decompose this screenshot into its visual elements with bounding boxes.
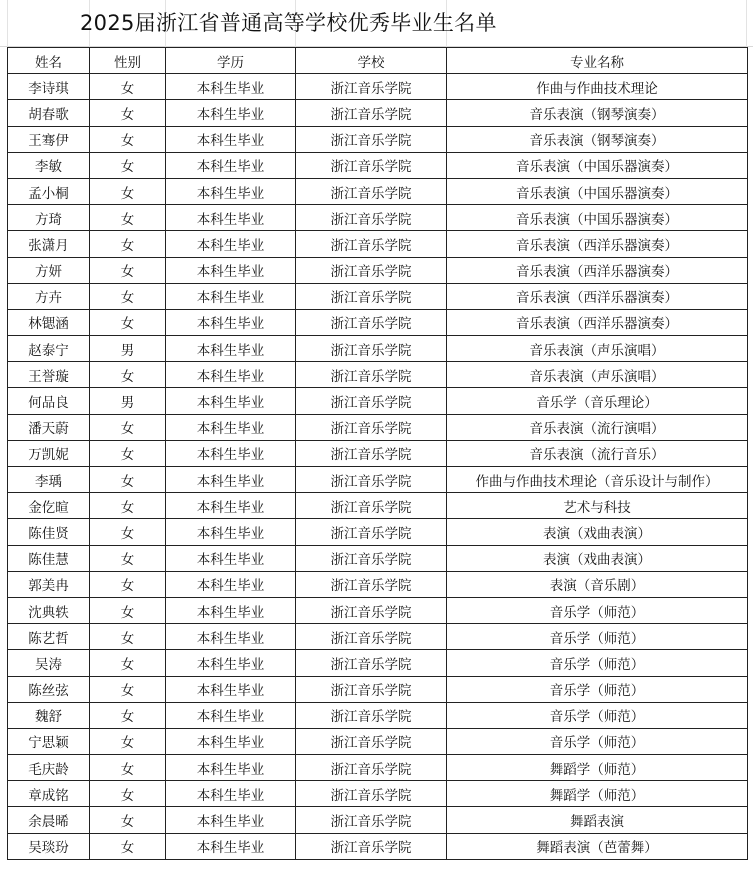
name-cell: 吴涛 xyxy=(8,650,90,676)
degree-cell: 本科生毕业 xyxy=(166,388,296,414)
major-cell: 音乐学（音乐理论） xyxy=(447,388,748,414)
school-cell: 浙江音乐学院 xyxy=(296,702,447,728)
name-cell: 吴琰玢 xyxy=(8,833,90,859)
table-row xyxy=(8,414,748,440)
major-cell: 音乐表演（西洋乐器演奏） xyxy=(447,257,748,283)
table-row xyxy=(8,807,748,833)
degree-cell: 本科生毕业 xyxy=(166,126,296,152)
degree-cell: 本科生毕业 xyxy=(166,624,296,650)
name-cell: 王誉璇 xyxy=(8,362,90,388)
table-body xyxy=(8,74,748,860)
major-cell: 音乐学（师范） xyxy=(447,702,748,728)
degree-cell: 本科生毕业 xyxy=(166,414,296,440)
table-row xyxy=(8,231,748,257)
major-cell: 音乐表演（中国乐器演奏） xyxy=(447,152,748,178)
gender-cell: 女 xyxy=(90,362,166,388)
gender-cell: 女 xyxy=(90,100,166,126)
school-cell: 浙江音乐学院 xyxy=(296,519,447,545)
table-row xyxy=(8,755,748,781)
major-cell: 表演（戏曲表演） xyxy=(447,519,748,545)
table-row xyxy=(8,440,748,466)
degree-cell: 本科生毕业 xyxy=(166,676,296,702)
name-cell: 李诗琪 xyxy=(8,74,90,100)
major-cell: 舞蹈学（师范） xyxy=(447,781,748,807)
school-cell: 浙江音乐学院 xyxy=(296,178,447,204)
school-cell: 浙江音乐学院 xyxy=(296,467,447,493)
school-cell: 浙江音乐学院 xyxy=(296,100,447,126)
table-row xyxy=(8,126,748,152)
name-cell: 方妍 xyxy=(8,257,90,283)
degree-cell: 本科生毕业 xyxy=(166,74,296,100)
gender-cell: 女 xyxy=(90,178,166,204)
gender-cell: 女 xyxy=(90,152,166,178)
degree-cell: 本科生毕业 xyxy=(166,231,296,257)
grid-line xyxy=(746,0,747,47)
name-cell: 陈艺哲 xyxy=(8,624,90,650)
gender-cell: 女 xyxy=(90,624,166,650)
school-cell: 浙江音乐学院 xyxy=(296,283,447,309)
major-cell: 音乐学（师范） xyxy=(447,676,748,702)
table-row xyxy=(8,74,748,100)
degree-cell: 本科生毕业 xyxy=(166,833,296,859)
school-cell: 浙江音乐学院 xyxy=(296,571,447,597)
name-cell: 张潇月 xyxy=(8,231,90,257)
name-cell: 郭美冉 xyxy=(8,571,90,597)
name-cell: 魏舒 xyxy=(8,702,90,728)
name-cell: 陈丝弦 xyxy=(8,676,90,702)
gender-cell: 女 xyxy=(90,283,166,309)
major-cell: 表演（戏曲表演） xyxy=(447,545,748,571)
name-cell: 毛庆龄 xyxy=(8,755,90,781)
school-cell: 浙江音乐学院 xyxy=(296,597,447,623)
table-row xyxy=(8,309,748,335)
school-cell: 浙江音乐学院 xyxy=(296,336,447,362)
degree-cell: 本科生毕业 xyxy=(166,807,296,833)
major-cell: 音乐学（师范） xyxy=(447,728,748,754)
name-cell: 李敏 xyxy=(8,152,90,178)
gender-cell: 女 xyxy=(90,755,166,781)
name-cell: 陈佳慧 xyxy=(8,545,90,571)
major-cell: 音乐表演（西洋乐器演奏） xyxy=(447,231,748,257)
column-header-name: 姓名 xyxy=(8,48,90,74)
school-cell: 浙江音乐学院 xyxy=(296,545,447,571)
table-row xyxy=(8,781,748,807)
gender-cell: 女 xyxy=(90,231,166,257)
gender-cell: 女 xyxy=(90,676,166,702)
degree-cell: 本科生毕业 xyxy=(166,781,296,807)
school-cell: 浙江音乐学院 xyxy=(296,388,447,414)
table-row xyxy=(8,283,748,309)
major-cell: 音乐表演（声乐演唱） xyxy=(447,362,748,388)
table-row xyxy=(8,650,748,676)
major-cell: 舞蹈表演（芭蕾舞） xyxy=(447,833,748,859)
degree-cell: 本科生毕业 xyxy=(166,545,296,571)
gender-cell: 女 xyxy=(90,309,166,335)
column-header-degree: 学历 xyxy=(166,48,296,74)
major-cell: 舞蹈学（师范） xyxy=(447,755,748,781)
name-cell: 沈典轶 xyxy=(8,597,90,623)
name-cell: 方卉 xyxy=(8,283,90,309)
major-cell: 音乐表演（流行音乐） xyxy=(447,440,748,466)
gender-cell: 女 xyxy=(90,650,166,676)
name-cell: 胡春歌 xyxy=(8,100,90,126)
major-cell: 音乐表演（钢琴演奏） xyxy=(447,100,748,126)
degree-cell: 本科生毕业 xyxy=(166,467,296,493)
column-header-major: 专业名称 xyxy=(447,48,748,74)
name-cell: 万凯妮 xyxy=(8,440,90,466)
degree-cell: 本科生毕业 xyxy=(166,597,296,623)
degree-cell: 本科生毕业 xyxy=(166,702,296,728)
table-row xyxy=(8,152,748,178)
table-row xyxy=(8,597,748,623)
school-cell: 浙江音乐学院 xyxy=(296,833,447,859)
table-row xyxy=(8,467,748,493)
gender-cell: 女 xyxy=(90,74,166,100)
name-cell: 余晨晞 xyxy=(8,807,90,833)
table-row xyxy=(8,336,748,362)
name-cell: 宁思颖 xyxy=(8,728,90,754)
table-row xyxy=(8,493,748,519)
school-cell: 浙江音乐学院 xyxy=(296,676,447,702)
table-row xyxy=(8,257,748,283)
major-cell: 音乐表演（中国乐器演奏） xyxy=(447,205,748,231)
table-row xyxy=(8,205,748,231)
table-row xyxy=(8,833,748,859)
table-row xyxy=(8,519,748,545)
gender-cell: 女 xyxy=(90,519,166,545)
school-cell: 浙江音乐学院 xyxy=(296,728,447,754)
name-cell: 王骞伊 xyxy=(8,126,90,152)
header-row xyxy=(8,48,748,74)
degree-cell: 本科生毕业 xyxy=(166,257,296,283)
school-cell: 浙江音乐学院 xyxy=(296,362,447,388)
degree-cell: 本科生毕业 xyxy=(166,728,296,754)
gender-cell: 女 xyxy=(90,807,166,833)
gender-cell: 男 xyxy=(90,336,166,362)
school-cell: 浙江音乐学院 xyxy=(296,414,447,440)
gender-cell: 女 xyxy=(90,467,166,493)
major-cell: 作曲与作曲技术理论 xyxy=(447,74,748,100)
school-cell: 浙江音乐学院 xyxy=(296,152,447,178)
gender-cell: 女 xyxy=(90,833,166,859)
school-cell: 浙江音乐学院 xyxy=(296,440,447,466)
degree-cell: 本科生毕业 xyxy=(166,571,296,597)
degree-cell: 本科生毕业 xyxy=(166,755,296,781)
school-cell: 浙江音乐学院 xyxy=(296,781,447,807)
degree-cell: 本科生毕业 xyxy=(166,336,296,362)
name-cell: 林锶涵 xyxy=(8,309,90,335)
major-cell: 音乐表演（声乐演唱） xyxy=(447,336,748,362)
degree-cell: 本科生毕业 xyxy=(166,519,296,545)
gender-cell: 女 xyxy=(90,545,166,571)
table-row xyxy=(8,571,748,597)
table-row xyxy=(8,728,748,754)
table-row xyxy=(8,388,748,414)
gender-cell: 女 xyxy=(90,493,166,519)
school-cell: 浙江音乐学院 xyxy=(296,650,447,676)
school-cell: 浙江音乐学院 xyxy=(296,205,447,231)
major-cell: 音乐表演（中国乐器演奏） xyxy=(447,178,748,204)
table-row xyxy=(8,676,748,702)
major-cell: 音乐学（师范） xyxy=(447,597,748,623)
major-cell: 音乐表演（西洋乐器演奏） xyxy=(447,283,748,309)
degree-cell: 本科生毕业 xyxy=(166,178,296,204)
major-cell: 音乐表演（流行演唱） xyxy=(447,414,748,440)
school-cell: 浙江音乐学院 xyxy=(296,74,447,100)
name-cell: 孟小桐 xyxy=(8,178,90,204)
gender-cell: 男 xyxy=(90,388,166,414)
school-cell: 浙江音乐学院 xyxy=(296,126,447,152)
major-cell: 音乐学（师范） xyxy=(447,624,748,650)
table-row xyxy=(8,362,748,388)
gender-cell: 女 xyxy=(90,702,166,728)
name-cell: 陈佳贤 xyxy=(8,519,90,545)
graduate-table xyxy=(7,47,748,860)
school-cell: 浙江音乐学院 xyxy=(296,309,447,335)
major-cell: 音乐学（师范） xyxy=(447,650,748,676)
name-cell: 金仡暄 xyxy=(8,493,90,519)
gender-cell: 女 xyxy=(90,414,166,440)
school-cell: 浙江音乐学院 xyxy=(296,493,447,519)
major-cell: 表演（音乐剧） xyxy=(447,571,748,597)
name-cell: 章成铭 xyxy=(8,781,90,807)
table-row xyxy=(8,624,748,650)
name-cell: 李瑀 xyxy=(8,467,90,493)
name-cell: 方琦 xyxy=(8,205,90,231)
gender-cell: 女 xyxy=(90,571,166,597)
school-cell: 浙江音乐学院 xyxy=(296,257,447,283)
school-cell: 浙江音乐学院 xyxy=(296,807,447,833)
degree-cell: 本科生毕业 xyxy=(166,152,296,178)
major-cell: 舞蹈表演 xyxy=(447,807,748,833)
gender-cell: 女 xyxy=(90,205,166,231)
degree-cell: 本科生毕业 xyxy=(166,440,296,466)
school-cell: 浙江音乐学院 xyxy=(296,755,447,781)
column-header-gender: 性别 xyxy=(90,48,166,74)
gender-cell: 女 xyxy=(90,781,166,807)
degree-cell: 本科生毕业 xyxy=(166,493,296,519)
major-cell: 音乐表演（钢琴演奏） xyxy=(447,126,748,152)
major-cell: 艺术与科技 xyxy=(447,493,748,519)
name-cell: 潘天蔚 xyxy=(8,414,90,440)
name-cell: 赵泰宁 xyxy=(8,336,90,362)
grid-line xyxy=(7,0,8,47)
table-row xyxy=(8,100,748,126)
school-cell: 浙江音乐学院 xyxy=(296,624,447,650)
gender-cell: 女 xyxy=(90,126,166,152)
school-cell: 浙江音乐学院 xyxy=(296,231,447,257)
table-row xyxy=(8,545,748,571)
degree-cell: 本科生毕业 xyxy=(166,362,296,388)
major-cell: 音乐表演（西洋乐器演奏） xyxy=(447,309,748,335)
major-cell: 作曲与作曲技术理论（音乐设计与制作） xyxy=(447,467,748,493)
column-header-school: 学校 xyxy=(296,48,447,74)
degree-cell: 本科生毕业 xyxy=(166,100,296,126)
degree-cell: 本科生毕业 xyxy=(166,205,296,231)
gender-cell: 女 xyxy=(90,728,166,754)
gender-cell: 女 xyxy=(90,440,166,466)
table-row xyxy=(8,178,748,204)
name-cell: 何品良 xyxy=(8,388,90,414)
degree-cell: 本科生毕业 xyxy=(166,650,296,676)
degree-cell: 本科生毕业 xyxy=(166,309,296,335)
degree-cell: 本科生毕业 xyxy=(166,283,296,309)
title-row xyxy=(0,0,753,47)
gender-cell: 女 xyxy=(90,597,166,623)
table-row xyxy=(8,702,748,728)
gender-cell: 女 xyxy=(90,257,166,283)
page-title: 2025届浙江省普通高等学校优秀毕业生名单 xyxy=(80,11,497,35)
